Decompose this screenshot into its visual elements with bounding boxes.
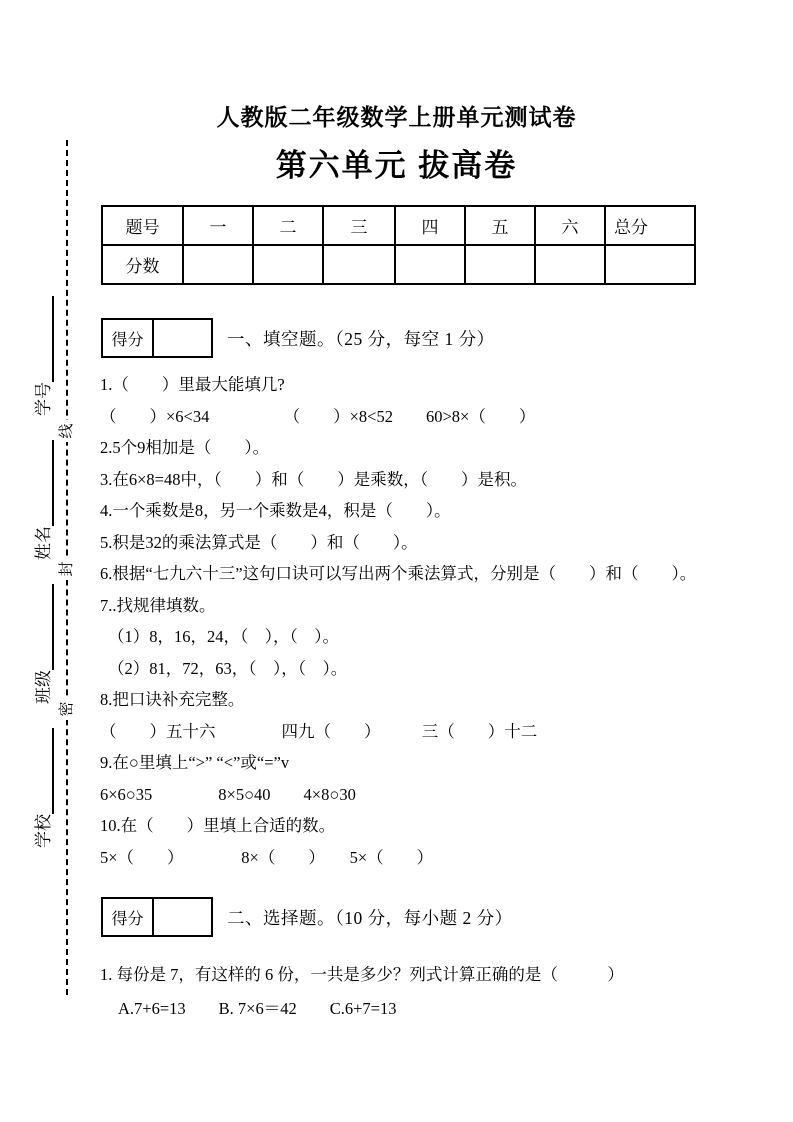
field-student-id [29, 296, 54, 416]
student-info-fields [28, 282, 54, 848]
field-name-blank [40, 440, 54, 526]
field-class [29, 584, 54, 704]
score-table-row-label: 分数 [102, 245, 183, 284]
score-table-header-cell: 三 [323, 206, 395, 245]
question-line: 10.在（ ）里填上合适的数。 [100, 816, 336, 835]
score-box-value [154, 899, 211, 935]
score-table-value-cell [183, 245, 253, 284]
page-title: 人教版二年级数学上册单元测试卷 [216, 105, 577, 130]
question-line: 4.一个乘数是8，另一个乘数是4，积是（ ）。 [100, 501, 451, 520]
field-school [29, 728, 54, 848]
question-line: （2）81，72，63，（ ），（ ）。 [108, 658, 348, 678]
question-line: A.7+6=13 B. 7×6＝42 C.6+7=13 [118, 999, 397, 1018]
score-table-header-cell: 一 [183, 206, 253, 245]
score-summary-table [101, 205, 696, 285]
question-line: 1. 每份是 7，有这样的 6 份，一共是多少？列式计算正确的是（ ） [100, 965, 624, 984]
seal-char-feng: 封 [56, 558, 78, 580]
score-table-value-cell [253, 245, 323, 284]
section-1-score-box [101, 318, 213, 358]
question-line: 2.5个9相加是（ ）。 [100, 438, 270, 457]
section-2-questions [100, 958, 760, 1026]
seal-char-line: 线 [56, 420, 78, 442]
question-line: 7..找规律填数。 [100, 595, 216, 615]
score-table-header-row [102, 206, 695, 245]
score-table-header-cell: 题号 [102, 206, 183, 245]
score-table-value-cell [465, 245, 535, 284]
question-line: 5×（ ） 8×（ ） 5×（ ） [100, 847, 434, 867]
field-name [29, 440, 54, 560]
score-table-header-cell: 二 [253, 206, 323, 245]
seal-char-mi: 密 [56, 698, 78, 720]
score-table-value-cell [605, 245, 695, 284]
score-table-value-row [102, 245, 695, 284]
section-1-score-row [101, 318, 495, 358]
section-1-heading: 一、填空题。（25 分，每空 1 分） [227, 328, 495, 349]
question-line: 3.在6×8=48中，（ ）和（ ）是乘数，（ ）是积。 [100, 469, 527, 489]
score-table-value-cell [395, 245, 465, 284]
field-student-id-label: 学号 [34, 382, 53, 416]
score-table-header-cell-total: 总分 [605, 206, 695, 245]
score-table-value-cell [535, 245, 605, 284]
question-line: 6×6○35 8×5○40 4×8○30 [100, 784, 356, 804]
question-line: 5.积是32的乘法算式是（ ）和（ ）。 [100, 532, 418, 552]
question-line: （ ）×6<34 （ ）×8<52 60>8×（ ） [100, 406, 536, 426]
score-box-label: 得分 [103, 899, 154, 935]
question-line: 9.在○里填上“>” “<”或“=”v [100, 753, 290, 772]
question-line: 6.根据“七九六十三”这句口诀可以写出两个乘法算式，分别是（ ）和（ ）。 [100, 564, 697, 583]
field-student-id-blank [40, 296, 54, 382]
section-2-score-box [101, 897, 213, 937]
score-table-header-cell: 六 [535, 206, 605, 245]
question-line: 8.把口诀补充完整。 [100, 690, 245, 709]
score-table-header-cell: 四 [395, 206, 465, 245]
score-box-label: 得分 [103, 320, 154, 356]
score-table-value-cell [323, 245, 395, 284]
field-school-blank [40, 728, 54, 814]
score-table-header-cell: 五 [465, 206, 535, 245]
section-2-score-row [101, 897, 513, 937]
section-1-questions [100, 369, 760, 873]
score-box-value [154, 320, 211, 356]
field-class-label: 班级 [34, 670, 53, 704]
question-line: （ ）五十六 四九（ ） 三（ ）十二 [100, 721, 538, 741]
field-class-blank [40, 584, 54, 670]
question-line: （1）8，16，24，（ ），（ ）。 [108, 627, 339, 646]
unit-subtitle: 第六单元 拔高卷 [275, 148, 518, 183]
question-line: 1.（ ）里最大能填几? [100, 375, 285, 394]
field-school-label: 学校 [34, 814, 53, 848]
field-name-label: 姓名 [34, 526, 53, 560]
section-2-heading: 二、选择题。（10 分，每小题 2 分） [227, 907, 513, 928]
